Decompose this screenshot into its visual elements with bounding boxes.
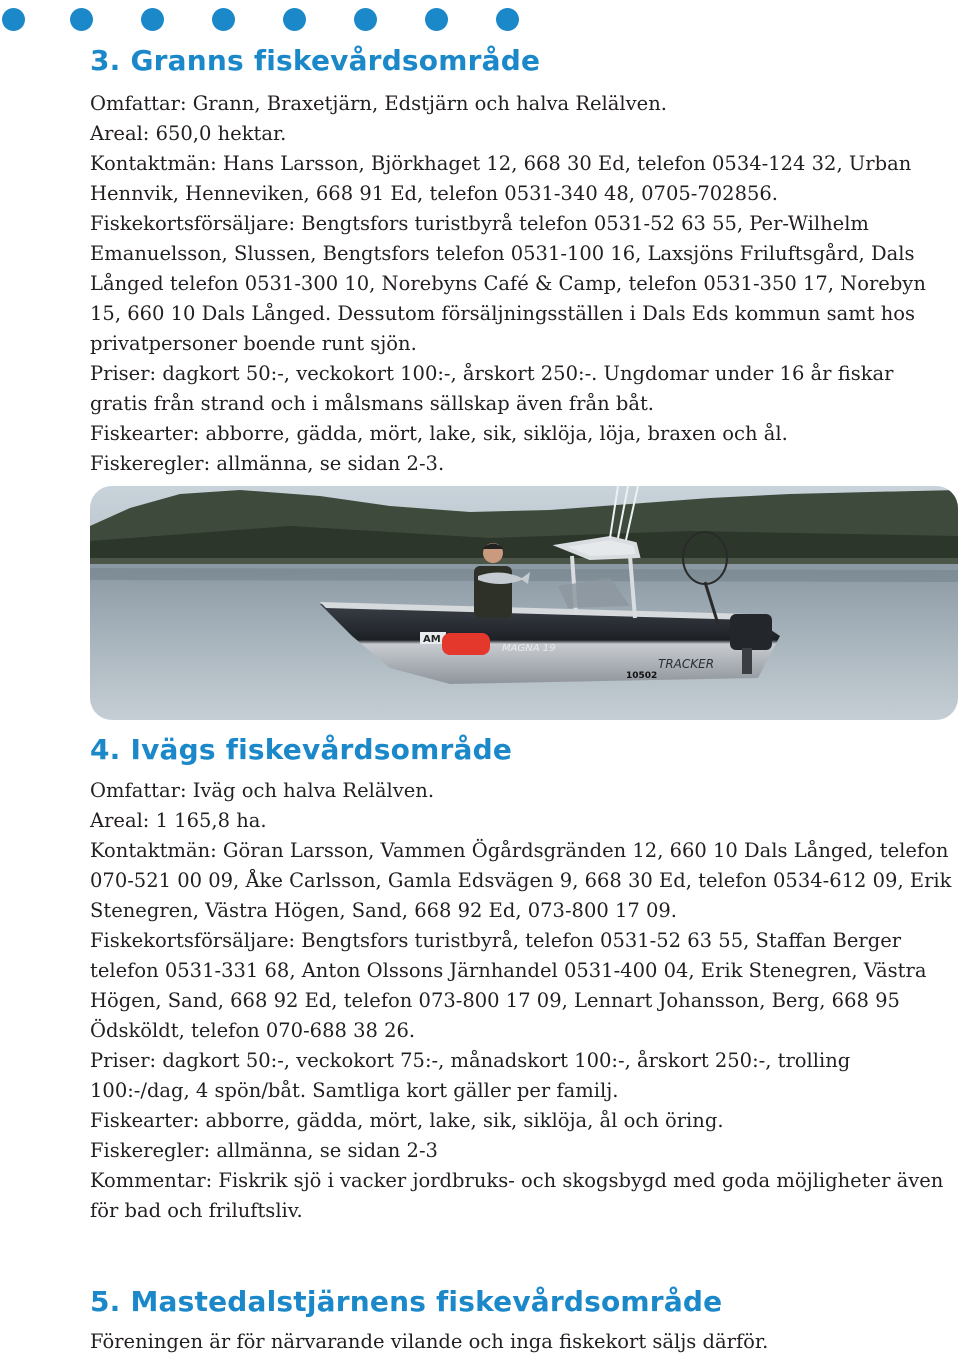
section-5-body xyxy=(90,1327,956,1357)
boat-reg-text: 10502 xyxy=(626,671,658,681)
decor-dot xyxy=(496,8,519,31)
decorative-dot-row xyxy=(0,8,960,34)
section-3-prices: Priser: dagkort 50:-, veckokort 100:-, årskort 250:-. Ungdomar under 16 år fiskar gratis från strand och i målsmans sällskap även från båt. xyxy=(90,362,894,415)
section-3-area: Areal: 650,0 hektar. xyxy=(90,122,287,145)
section-4-contacts: Kontaktmän: Göran Larsson, Vammen Ögårdsgränden 12, 660 10 Dals Långed, telefon 070-521 00 09, Åke Carlsson, Gamla Edsvägen 9, 668 30 Ed, telefon 0534-612 09, Erik Stenegren, Västra Högen, Sand, 668 92 Ed, 073-800 17 09. xyxy=(90,839,952,922)
section-3-species: Fiskearter: abborre, gädda, mört, lake, sik, siklöja, löja, braxen och ål. xyxy=(90,422,788,445)
boat-fishing-photo xyxy=(90,486,958,720)
motor-leg xyxy=(742,648,752,674)
photo-illustration xyxy=(90,486,958,720)
decor-dot xyxy=(283,8,306,31)
section-4-coverage: Omfattar: Iväg och halva Relälven. xyxy=(90,779,435,802)
decor-dot xyxy=(212,8,235,31)
boat-model-text: MAGNA 19 xyxy=(502,643,556,654)
decor-dot xyxy=(425,8,448,31)
section-3-rules: Fiskeregler: allmänna, se sidan 2-3. xyxy=(90,452,445,475)
section-4-comment: Kommentar: Fiskrik sjö i vacker jordbruks- och skogsbygd med goda möjligheter även för bad och friluftsliv. xyxy=(90,1169,944,1222)
section-3-sellers: Fiskekortsförsäljare: Bengtsfors turistbyrå telefon 0531-52 63 55, Per-Wilhelm Emanuelsson, Slussen, Bengtsfors telefon 0531-100 16, Laxsjöns Friluftsgård, Dals Långed telefon 0531-300 10, Norebyns Café & Camp, telefon 0531-350 17, Norebyn 15, 660 10 Dals Långed. Dessutom försäljningsställen i Dals Eds kommun samt hos privatpersoner boende runt sjön. xyxy=(90,212,926,355)
section-4-prices: Priser: dagkort 50:-, veckokort 75:-, månadskort 100:-, årskort 250:-, trolling 100:-/dag, 4 spön/båt. Samtliga kort gäller per familj. xyxy=(90,1049,851,1102)
decor-dot xyxy=(70,8,93,31)
section-4-area: Areal: 1 165,8 ha. xyxy=(90,809,267,832)
section-5-status: Föreningen är för närvarande vilande och inga fiskekort säljs därför. xyxy=(90,1330,769,1353)
section-4-heading: 4. Ivägs fiskevårdsområde xyxy=(90,733,513,766)
section-4-rules: Fiskeregler: allmänna, se sidan 2-3 xyxy=(90,1139,438,1162)
section-4-species: Fiskearter: abborre, gädda, mört, lake, sik, siklöja, ål och öring. xyxy=(90,1109,724,1132)
section-3-contacts: Kontaktmän: Hans Larsson, Björkhaget 12, 668 30 Ed, telefon 0534-124 32, Urban Hennvik, Henneviken, 668 91 Ed, telefon 0531-340 48, 0705-702856. xyxy=(90,152,912,205)
decor-dot xyxy=(141,8,164,31)
section-3-coverage: Omfattar: Grann, Braxetjärn, Edstjärn och halva Relälven. xyxy=(90,92,667,115)
red-fender xyxy=(442,633,490,655)
section-3-heading: 3. Granns fiskevårdsområde xyxy=(90,44,541,77)
section-4-sellers: Fiskekortsförsäljare: Bengtsfors turistbyrå, telefon 0531-52 63 55, Staffan Berger telefon 0531-331 68, Anton Olssons Järnhandel 0531-400 04, Erik Stenegren, Västra Högen, Sand, 668 92 Ed, telefon 073-800 17 09, Lennart Johansson, Berg, 668 95 Ödsköldt, telefon 070-688 38 26. xyxy=(90,929,927,1042)
outboard-motor xyxy=(730,614,772,650)
boat-brand-text: TRACKER xyxy=(658,657,715,671)
section-5-heading: 5. Mastedalstjärnens fiskevårdsområde xyxy=(90,1285,723,1318)
decor-dot xyxy=(354,8,377,31)
boat-side-text: AM xyxy=(423,634,441,645)
section-3-body xyxy=(90,89,956,479)
decor-dot xyxy=(2,8,25,31)
section-4-body xyxy=(90,776,956,1226)
